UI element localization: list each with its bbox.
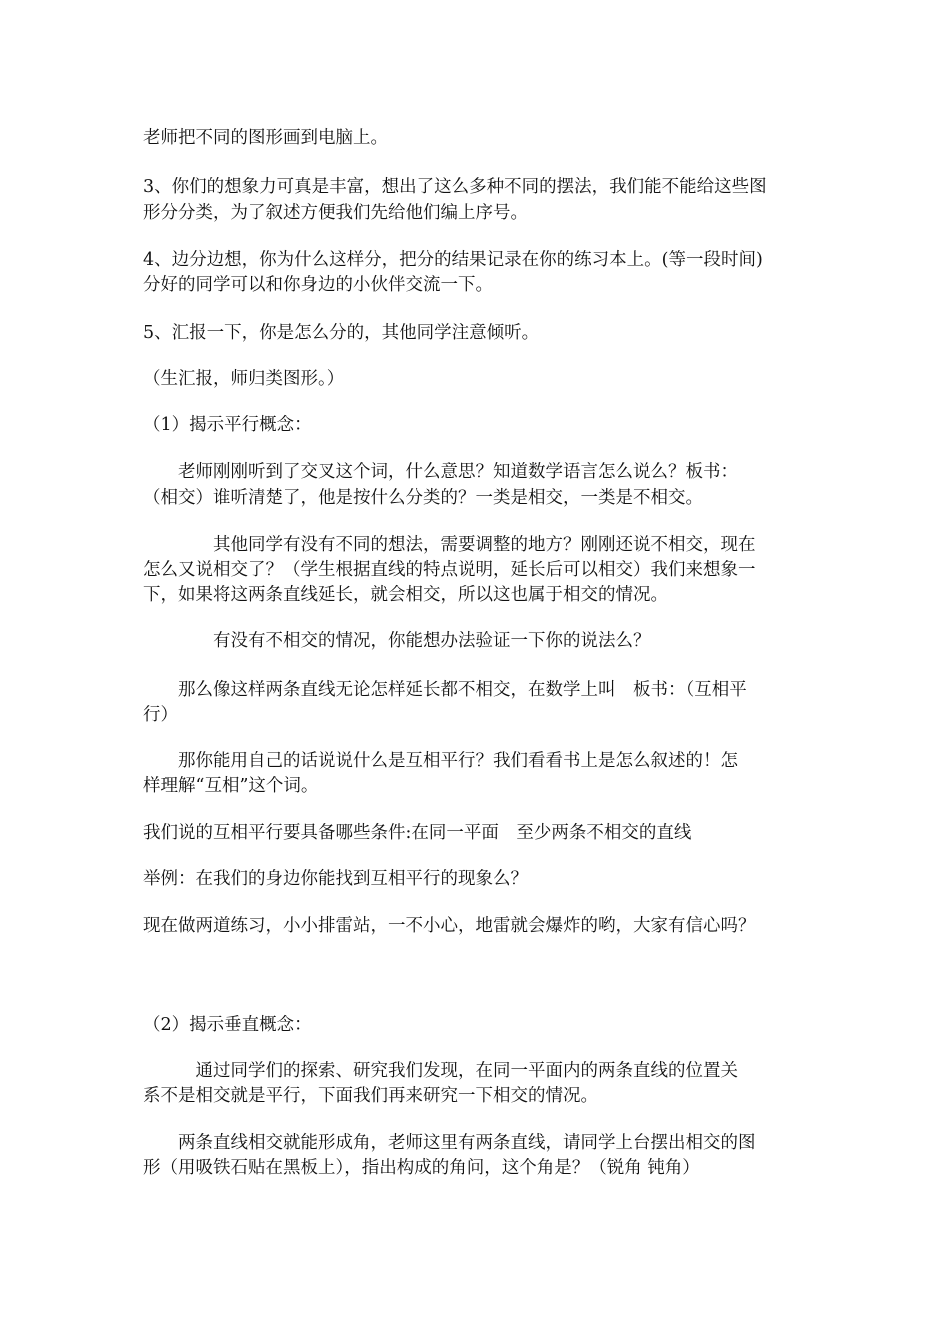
paragraph-line: 样理解“互相”这个词。 xyxy=(143,776,319,796)
paragraph-line: 那么像这样两条直线无论怎样延长都不相交，在数学上叫 板书：（互相平 xyxy=(143,680,747,700)
paragraph-line: 形分分类，为了叙述方便我们先给他们编上序号。 xyxy=(143,203,528,223)
paragraph-line: 行） xyxy=(143,705,178,725)
paragraph-line: 举例：在我们的身边你能找到互相平行的现象么？ xyxy=(143,869,528,889)
paragraph-line: 那你能用自己的话说说什么是互相平行？我们看看书上是怎么叙述的！怎 xyxy=(143,751,738,771)
paragraph-line: 老师刚刚听到了交叉这个词，什么意思？知道数学语言怎么说么？板书： xyxy=(143,462,738,482)
paragraph-line: 3、你们的想象力可真是丰富，想出了这么多种不同的摆法，我们能不能给这些图 xyxy=(143,177,767,197)
paragraph-line: 5、汇报一下，你是怎么分的，其他同学注意倾听。 xyxy=(143,323,540,343)
paragraph-line: 怎么又说相交了？（学生根据直线的特点说明，延长后可以相交）我们来想象一 xyxy=(143,560,756,580)
paragraph-line: 现在做两道练习，小小排雷站，一不小心，地雷就会爆炸的哟，大家有信心吗？ xyxy=(143,916,756,936)
paragraph-line: 老师把不同的图形画到电脑上。 xyxy=(143,128,388,148)
paragraph-line: 有没有不相交的情况，你能想办法验证一下你的说法么？ xyxy=(143,631,651,651)
paragraph-line: （生汇报，师归类图形。） xyxy=(143,369,345,389)
paragraph-line: 两条直线相交就能形成角，老师这里有两条直线，请同学上台摆出相交的图 xyxy=(143,1133,756,1153)
paragraph-line: 我们说的互相平行要具备哪些条件:在同一平面 至少两条不相交的直线 xyxy=(143,823,692,843)
paragraph-line: 其他同学有没有不同的想法，需要调整的地方？刚刚还说不相交，现在 xyxy=(143,535,756,555)
paragraph-line: （相交）谁听清楚了，他是按什么分类的？一类是相交，一类是不相交。 xyxy=(143,488,703,508)
paragraph-line: 下，如果将这两条直线延长，就会相交，所以这也属于相交的情况。 xyxy=(143,585,668,605)
section-heading-parallel: （1）揭示平行概念： xyxy=(143,415,312,435)
paragraph-line: 系不是相交就是平行，下面我们再来研究一下相交的情况。 xyxy=(143,1086,598,1106)
paragraph-line: 形（用吸铁石贴在黑板上），指出构成的角问，这个角是？（锐角 钝角） xyxy=(143,1158,700,1178)
section-heading-perpendicular: （2）揭示垂直概念： xyxy=(143,1015,312,1035)
paragraph-line: 通过同学们的探索、研究我们发现，在同一平面内的两条直线的位置关 xyxy=(143,1061,738,1081)
paragraph-line: 分好的同学可以和你身边的小伙伴交流一下。 xyxy=(143,275,493,295)
paragraph-line: 4、边分边想，你为什么这样分，把分的结果记录在你的练习本上。(等一段时间) xyxy=(143,250,763,270)
